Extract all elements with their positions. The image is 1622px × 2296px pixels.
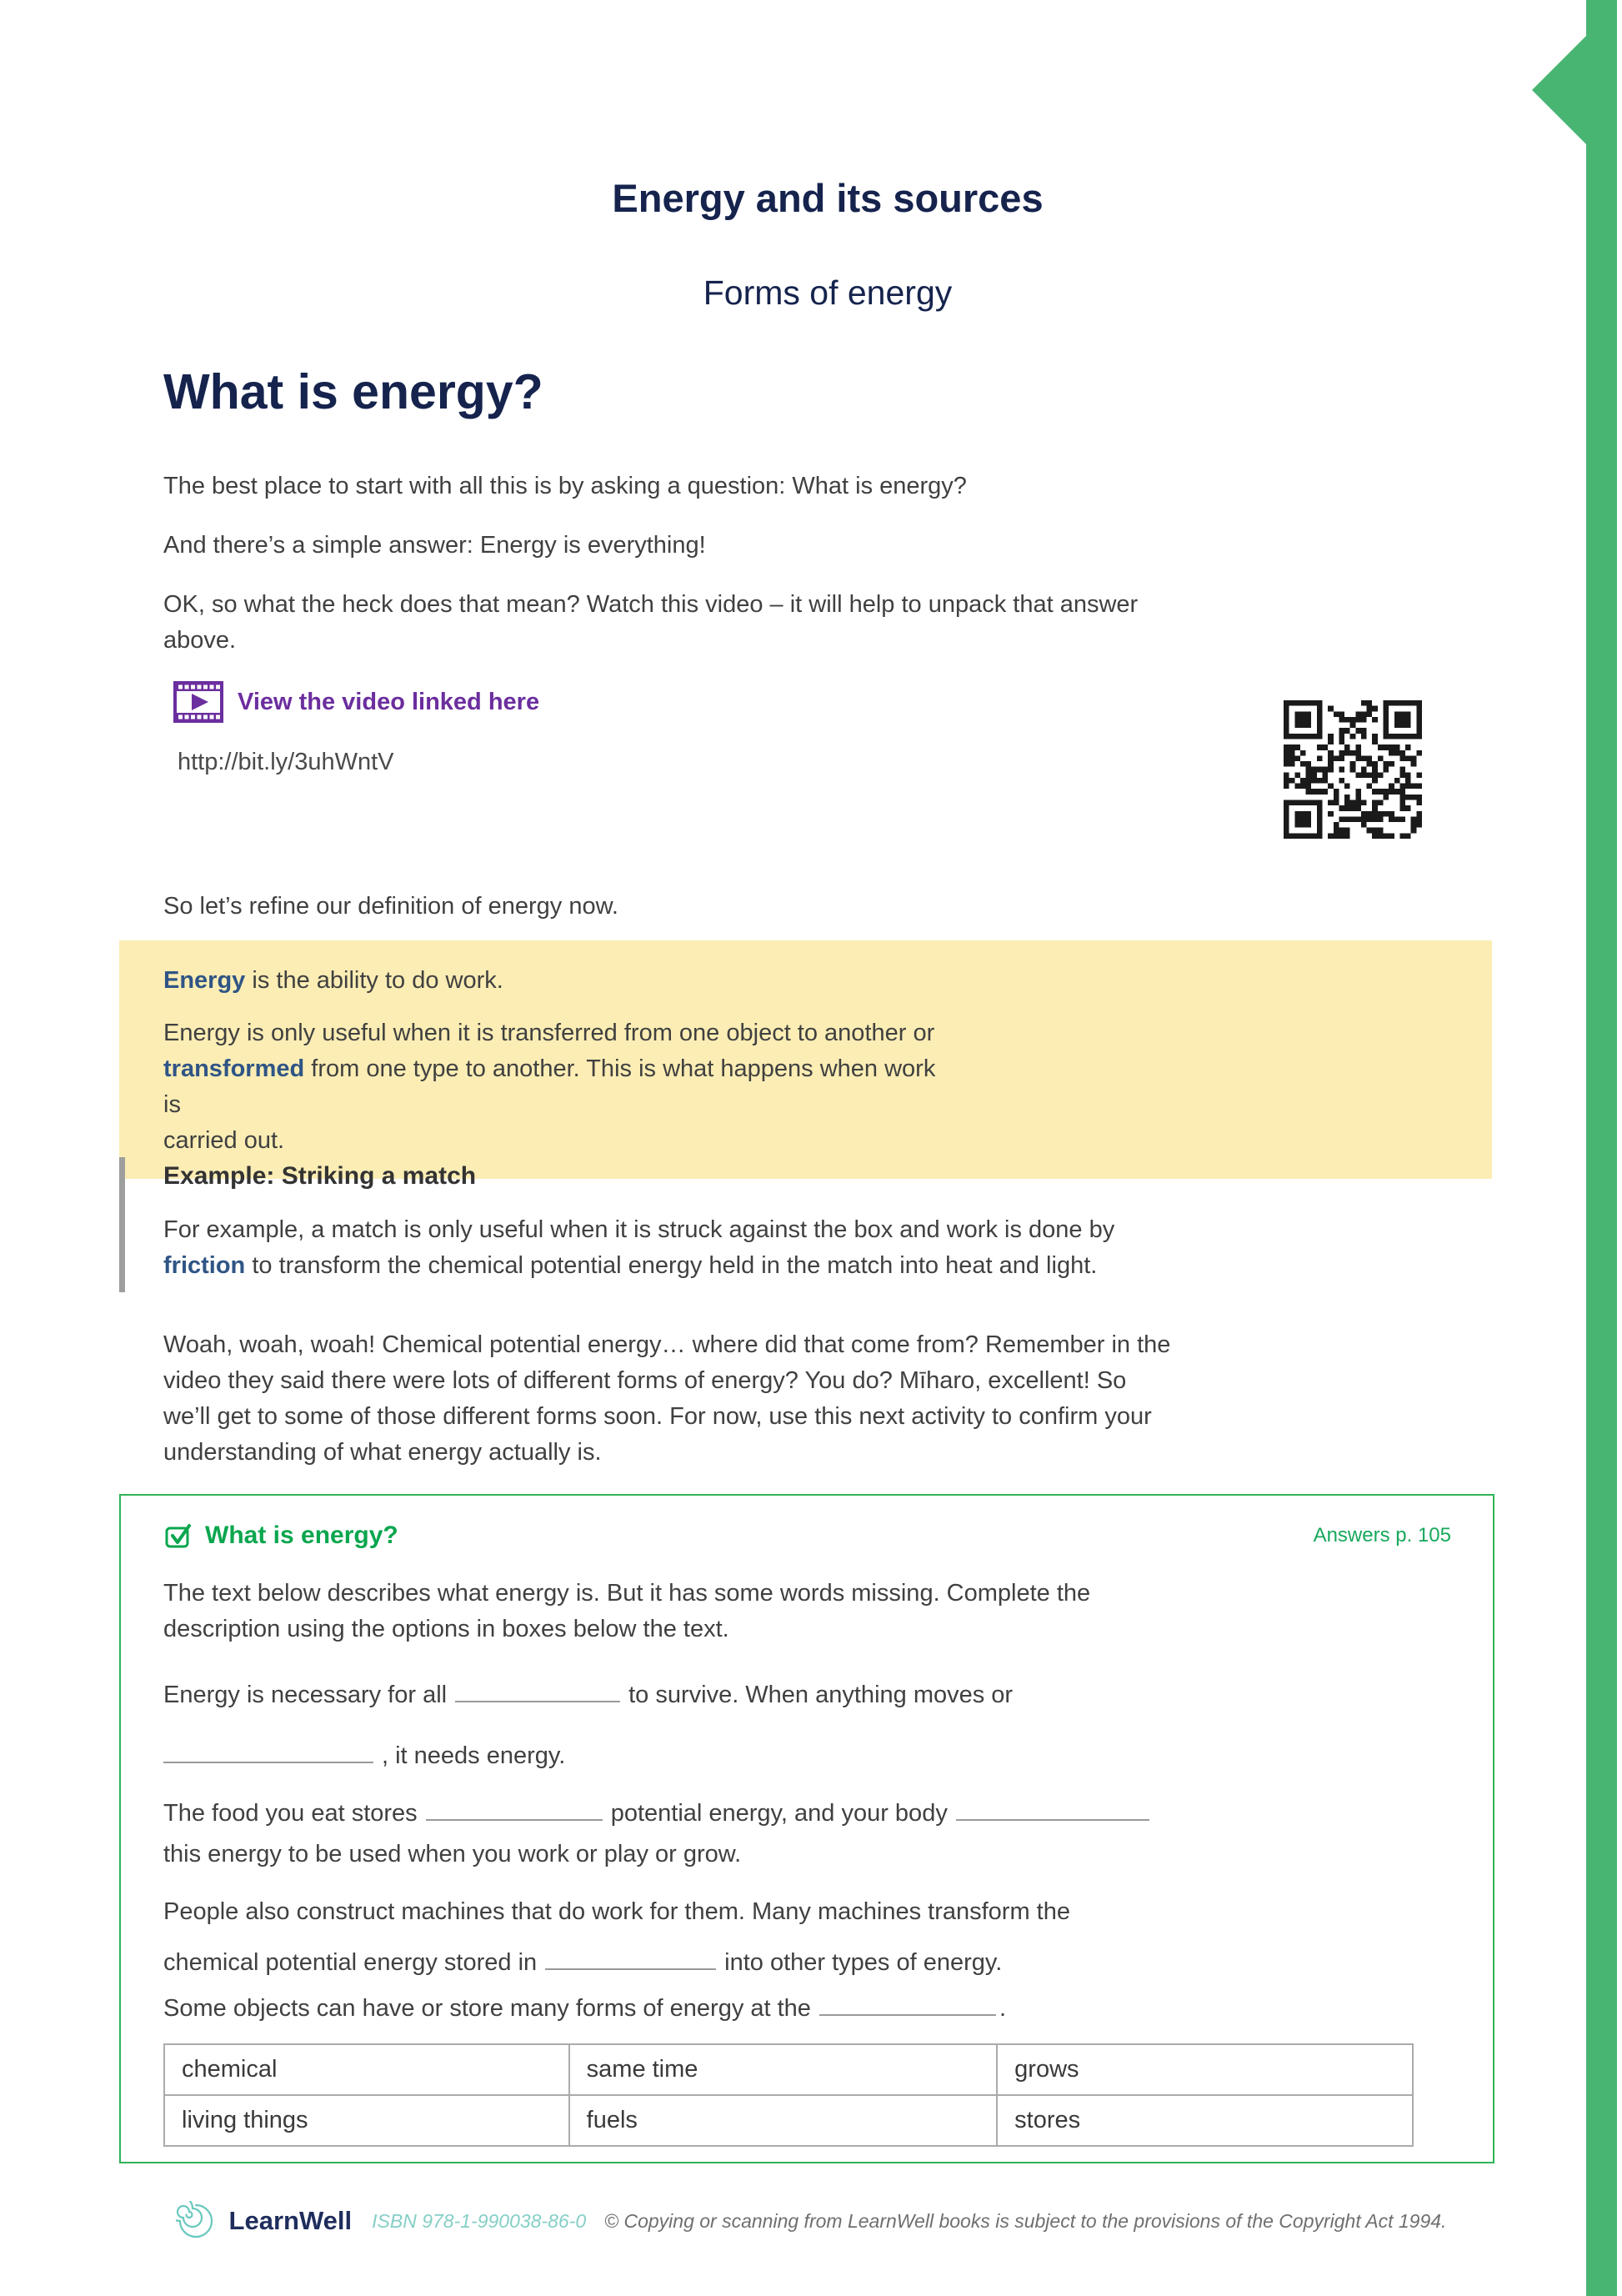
checkbox-check-icon	[163, 1521, 193, 1551]
page-footer	[0, 2201, 1622, 2241]
intro-paragraph-3-line2: above.	[163, 627, 237, 654]
chapter-title: Energy and its sources	[612, 176, 1044, 220]
answer-blank-4	[956, 1796, 1149, 1821]
video-link-label[interactable]: View the video linked here	[238, 688, 540, 715]
word-bank-cell: stores	[997, 2095, 1413, 2146]
definition-p2-line1: Energy is only useful when it is transferred from one object to another or	[163, 1020, 935, 1046]
word-bank-cell: chemical	[164, 2044, 569, 2095]
cloze-line-5: People also construct machines that do work for them. Many machines transform the	[163, 1898, 1070, 1925]
term-friction: friction	[163, 1252, 246, 1279]
intro-paragraph-3-line1: OK, so what the heck does that mean? Watch this video – it will help to unpack that answer	[163, 591, 1139, 618]
intro-paragraph-1: The best place to start with all this is by asking a question: What is energy?	[163, 473, 967, 499]
cloze-line-2	[163, 1738, 1451, 1774]
definition-p2-line3: carried out.	[163, 1127, 285, 1154]
green-ribbon	[1586, 0, 1617, 2296]
woah-line3: we’ll get to some of those different forms soon. For now, use this next activity to confirm your	[163, 1403, 1152, 1430]
cloze-6-post: into other types of energy.	[724, 1949, 1003, 1976]
woah-paragraph	[163, 1327, 1497, 1471]
woah-line4: understanding of what energy actually is.	[163, 1439, 602, 1466]
cloze-line-1	[163, 1677, 1451, 1713]
cloze-3-mid: potential energy, and your body	[610, 1800, 948, 1827]
cloze-2-post: , it needs energy.	[382, 1742, 566, 1769]
example-title: Example: Striking a match	[163, 1162, 477, 1190]
example-paragraph	[163, 1212, 1386, 1284]
isbn-text: ISBN 978-1-990038-86-0	[372, 2209, 587, 2232]
activity-instructions-line2: description using the options in boxes below the text.	[163, 1616, 729, 1642]
copyright-text: © Copying or scanning from LearnWell books is subject to the provisions of the Copyright Act 1994.	[604, 2209, 1447, 2232]
woah-line1: Woah, woah, woah! Chemical potential energy… where did that come from? Remember in the	[163, 1331, 1171, 1358]
video-link-row[interactable]	[173, 680, 539, 724]
intro-paragraph-3	[163, 587, 1497, 659]
answer-blank-3	[426, 1796, 603, 1821]
cloze-7-pre: Some objects can have or store many forms of energy at the	[163, 1995, 811, 2022]
video-url[interactable]: http://bit.ly/3uhWntV	[178, 749, 394, 775]
example-line2-rest: to transform the chemical potential energy held in the match into heat and light.	[245, 1252, 1098, 1279]
definition-p2-line2-rest: from one type to another. This is what happens when work is	[163, 1055, 936, 1118]
definition-p2-line2	[163, 1051, 947, 1123]
word-bank-cell: grows	[997, 2044, 1413, 2095]
word-bank-row-1	[164, 2044, 1413, 2095]
activity-title: What is energy?	[205, 1521, 398, 1549]
cloze-6-pre: chemical potential energy stored in	[163, 1949, 538, 1976]
activity-instructions-line1: The text below describes what energy is. But it has some words missing. Complete the	[163, 1580, 1091, 1607]
qr-code	[1284, 700, 1422, 839]
cloze-line-3	[163, 1796, 1451, 1832]
cloze-1-post: to survive. When anything moves or	[628, 1682, 1014, 1708]
chapter-subtitle: Forms of energy	[703, 273, 953, 312]
word-bank-cell: living things	[164, 2095, 569, 2146]
activity-box	[119, 1494, 1494, 2163]
word-bank-row-2	[164, 2095, 1413, 2146]
learnwell-spiral-logo	[176, 2201, 216, 2241]
refine-line: So let’s refine our definition of energy now.	[163, 893, 618, 920]
answer-blank-2	[163, 1738, 373, 1763]
example-line1: For example, a match is only useful when it is struck against the box and work is done by	[163, 1216, 1115, 1243]
definition-paragraph2	[163, 1015, 947, 1159]
example-line2	[163, 1248, 1386, 1284]
cloze-line-6	[163, 1945, 1451, 1981]
brand-wordmark: LearnWell	[228, 2206, 353, 2235]
woah-line2: video they said there were lots of different forms of energy? You do? Mīharo, excellent! So	[163, 1367, 1127, 1394]
answer-blank-6	[819, 1991, 996, 2016]
word-bank-table	[163, 2043, 1414, 2147]
definition-box	[119, 940, 1492, 1179]
film-play-icon	[173, 680, 224, 724]
intro-paragraph-2: And there’s a simple answer: Energy is everything!	[163, 532, 706, 559]
answer-blank-1	[455, 1677, 620, 1702]
word-bank-cell: same time	[569, 2044, 998, 2095]
word-bank-cell: fuels	[569, 2095, 998, 2146]
ribbon-arrow-icon	[1532, 36, 1586, 144]
answer-blank-5	[545, 1945, 716, 1970]
activity-header	[163, 1521, 1451, 1551]
cloze-1-pre: Energy is necessary for all	[163, 1682, 448, 1708]
cloze-7-post: .	[999, 1995, 1007, 2022]
example-block	[119, 1157, 1386, 1292]
cloze-line-7	[163, 1991, 1451, 2027]
definition-line1	[163, 963, 1492, 999]
answers-page-ref: Answers p. 105	[1313, 1524, 1451, 1547]
definition-line1-rest: is the ability to do work.	[245, 967, 503, 994]
section-heading: What is energy?	[163, 364, 543, 419]
cloze-line-4: this energy to be used when you work or play or grow.	[163, 1841, 742, 1867]
term-transformed: transformed	[163, 1055, 305, 1082]
activity-instructions	[163, 1576, 1451, 1647]
term-energy: Energy	[163, 967, 246, 994]
cloze-3-pre: The food you eat stores	[163, 1800, 418, 1827]
